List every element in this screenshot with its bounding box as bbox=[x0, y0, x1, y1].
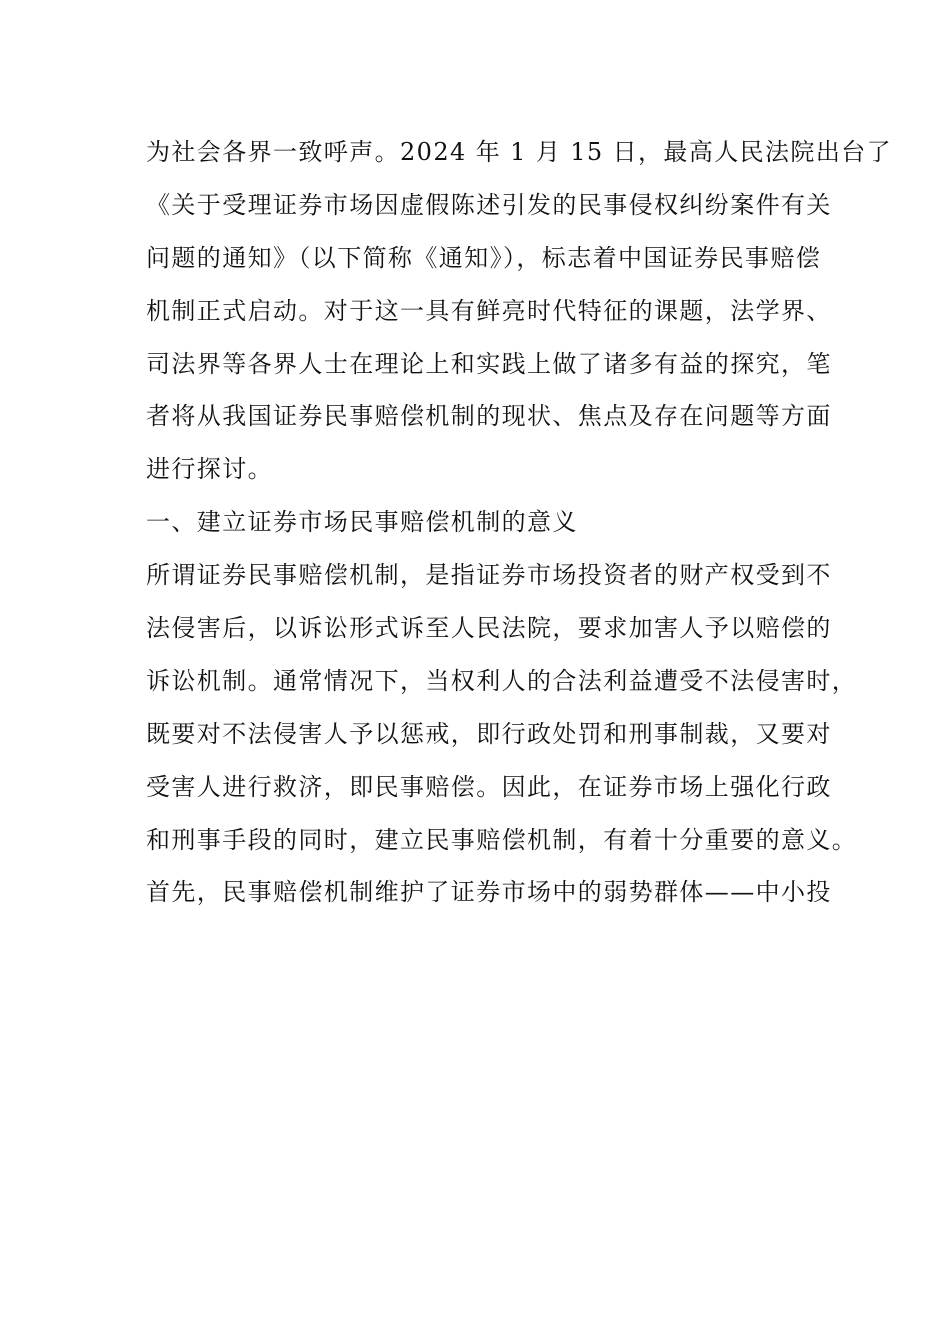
text-line: 诉讼机制。通常情况下，当权利人的合法利益遭受不法侵害时， bbox=[146, 666, 858, 695]
text-line: 受害人进行救济，即民事赔偿。因此，在证券市场上强化行政 bbox=[146, 772, 832, 801]
text-line: 既要对不法侵害人予以惩戒，即行政处罚和刑事制裁，又要对 bbox=[146, 719, 832, 748]
text-line: 司法界等各界人士在理论上和实践上做了诸多有益的探究，笔 bbox=[146, 349, 832, 378]
text-line: 首先，民事赔偿机制维护了证券市场中的弱势群体——中小投 bbox=[146, 878, 832, 907]
text-line: 所谓证券民事赔偿机制，是指证券市场投资者的财产权受到不 bbox=[146, 561, 832, 590]
text-line: 机制正式启动。对于这一具有鲜亮时代特征的课题，法学界、 bbox=[146, 296, 832, 325]
text-line: 问题的通知》（以下简称《通知》），标志着中国证券民事赔偿 bbox=[146, 243, 822, 272]
body-text bbox=[146, 130, 893, 923]
text-line: 法侵害后，以诉讼形式诉至人民法院，要求加害人予以赔偿的 bbox=[146, 614, 832, 643]
text-line: 和刑事手段的同时，建立民事赔偿机制，有着十分重要的意义。 bbox=[146, 825, 858, 854]
text-line: 者将从我国证券民事赔偿机制的现状、焦点及存在问题等方面 bbox=[146, 402, 832, 431]
text-line: 进行探讨。 bbox=[146, 455, 273, 484]
section-heading: 一、建立证券市场民事赔偿机制的意义 bbox=[146, 508, 578, 537]
text-line: 为社会各界一致呼声。2024 年 1 月 15 日，最高人民法院出台了 bbox=[146, 138, 893, 166]
text-line: 《关于受理证券市场因虚假陈述引发的民事侵权纠纷案件有关 bbox=[146, 190, 832, 219]
